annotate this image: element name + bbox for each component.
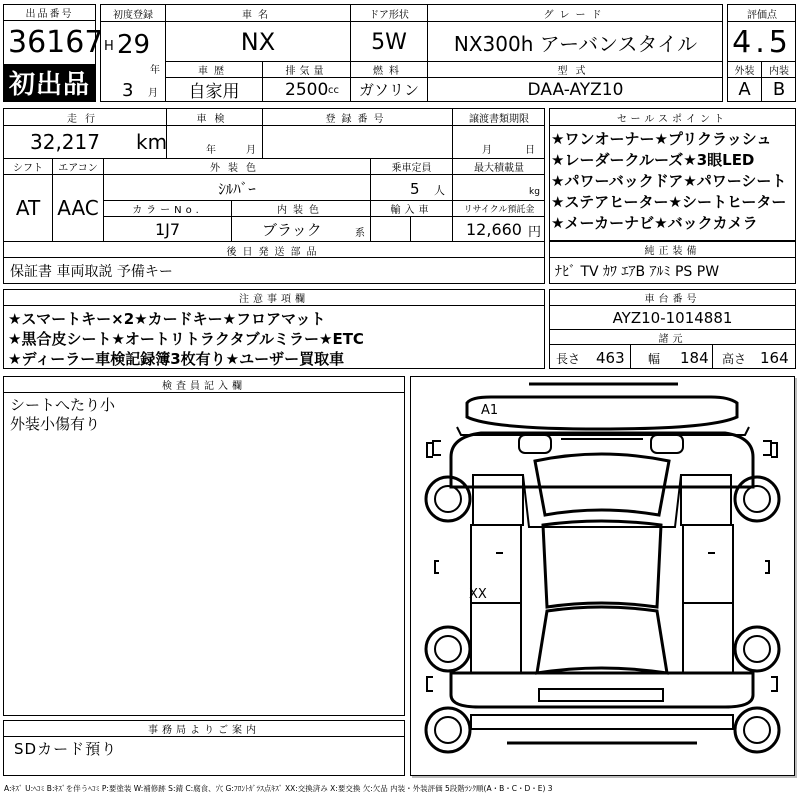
later-parts-text: 保証書 車両取説 予備キー (10, 263, 173, 280)
sales-point: ★パワーバックドア★パワーシート (551, 172, 787, 190)
equipment-label: 純正装備 (550, 242, 795, 258)
mileage-unit: km (136, 130, 168, 154)
equipment-text: ﾅﾋﾞ TV ｶﾜ ｴｱB ｱﾙﾐ PS PW (555, 264, 720, 280)
width: 184 (680, 349, 709, 367)
length-label: 長さ (556, 351, 581, 366)
sales-point: ★ステアヒーター★シートヒーター (551, 193, 787, 211)
interior-rating: B (772, 79, 786, 100)
int-color: ブラック (262, 220, 322, 239)
damage-mark-a1: A1 (481, 402, 499, 418)
int-color-suffix: 系 (355, 227, 365, 239)
legend: A:ｷｽﾞ U:ﾍｺﾐ B:ｷｽﾞを伴うﾍｺﾐ P:要塗装 W:補修跡 S:錆 C:腐食、穴 G:ﾌﾛﾝﾄｶﾞﾗｽ点ｷｽﾞ XX:交換済み X:要交換 欠:欠品 内装・外装評価 5段階ﾗﾝｸ順(A・B・C・D・E) 3 (4, 783, 553, 793)
height: 164 (760, 349, 789, 367)
note-line: ★スマートキー×2★カードキー★フロアマット (8, 309, 326, 328)
length: 463 (596, 349, 625, 367)
rating-score: 4.5 (732, 24, 792, 60)
mileage: 32,217 (30, 130, 100, 154)
inspector-line: シートへたり小 (10, 396, 116, 414)
chassis-label: 車台番号 (550, 290, 795, 306)
specs-label: 諸元 (550, 330, 795, 345)
displacement-label: 排気量 (285, 66, 328, 77)
ext-color-label: 外装色 (210, 163, 264, 174)
era: H (104, 38, 114, 54)
month-unit: 月 (148, 87, 158, 99)
history-label: 車歴 (198, 66, 230, 77)
shift-label: シフト (13, 163, 43, 174)
color-no: 1J7 (154, 219, 181, 239)
year: 29 (117, 30, 151, 60)
ac: AAC (57, 196, 99, 220)
sales-point: ★レーダークルーズ★3眼LED (551, 151, 755, 169)
sales-points-list (551, 128, 796, 233)
door-label: ドア形状 (369, 9, 409, 21)
recycle-label: リサイクル預託金 (463, 205, 535, 215)
first-reg-label: 初度登録 (113, 9, 153, 21)
model-label: 型式 (557, 66, 594, 77)
displacement: 2500 (285, 79, 329, 100)
lot-number: 36167 (8, 24, 104, 60)
office-text: SDカード預り (14, 739, 118, 758)
car-outline-drawing (411, 377, 794, 775)
inspection-month-unit: 月 (246, 144, 256, 156)
grade-label: グレード (543, 9, 608, 21)
inspection-year-unit: 年 (206, 144, 216, 156)
transfer-day-unit: 日 (525, 144, 535, 156)
office-label: 事務局よりご案内 (4, 721, 404, 737)
mileage-label: 走行 (67, 113, 103, 125)
grade: NX300h アーバンスタイル (453, 31, 698, 56)
sales-point: ★ワンオーナー★プリクラッシュ (551, 130, 772, 148)
year-unit: 年 (150, 64, 160, 76)
sales-points-label: セールスポイント (550, 109, 795, 126)
note-line: ★ディーラー車検記録簿3枚有り★ユーザー買取車 (8, 349, 345, 368)
month: 3 (122, 79, 134, 101)
capacity-label: 乗車定員 (391, 163, 432, 174)
car-name: NX (240, 28, 276, 56)
notes-list (8, 308, 364, 368)
car-name-label: 車名 (242, 9, 274, 21)
transfer-month-unit: 月 (482, 144, 492, 156)
max-load-label: 最大積載量 (474, 163, 524, 174)
import-label: 輸入車 (390, 205, 433, 216)
sales-point: ★メーカーナビ★バックカメラ (551, 214, 758, 232)
model: DAA-AYZ10 (527, 79, 624, 100)
fuel-label: 燃料 (373, 66, 405, 77)
capacity-unit: 人 (434, 184, 445, 197)
exterior-rating: A (738, 79, 751, 100)
inspector-line: 外装小傷有り (10, 415, 101, 433)
transfer-label: 譲渡書類期限 (469, 113, 529, 125)
ext-color: ｼﾙﾊﾞｰ (218, 179, 256, 198)
inspector-notes (10, 395, 115, 433)
inspection-label: 車検 (196, 113, 233, 125)
fuel: ガソリン (358, 81, 419, 99)
damage-mark-xx: XX (469, 586, 487, 602)
first-listing-badge: 初出品 (4, 64, 95, 101)
note-line: ★黒合皮シート★オートリトラクタブルミラー★ETC (8, 329, 364, 348)
width-label: 幅 (648, 351, 661, 366)
inspector-label: 検査員記入欄 (4, 377, 404, 393)
reg-no-label: 登録番号 (325, 113, 390, 125)
recycle-fee: 12,660 (466, 219, 522, 239)
vehicle-diagram (410, 376, 795, 776)
ac-label: エアコン (58, 163, 98, 174)
max-load-unit: kg (529, 187, 540, 197)
shift: AT (15, 196, 41, 220)
int-color-label: 内装色 (277, 205, 325, 216)
later-parts-label: 後日発送部品 (226, 246, 323, 258)
exterior-label: 外装 (734, 66, 755, 77)
chassis-number: AYZ10-1014881 (612, 309, 733, 327)
recycle-unit: 円 (528, 224, 542, 240)
rating-label: 評価点 (747, 9, 777, 21)
color-no-label: カラーNo. (132, 205, 203, 216)
capacity: 5 (410, 180, 420, 198)
history: 自家用 (188, 82, 240, 102)
notes-label: 注意事項欄 (4, 290, 544, 306)
displacement-unit: cc (328, 84, 339, 96)
height-label: 高さ (722, 351, 747, 366)
lot-label: 出品番号 (4, 5, 95, 21)
interior-label: 内装 (769, 66, 789, 77)
door-type: 5W (371, 29, 407, 55)
